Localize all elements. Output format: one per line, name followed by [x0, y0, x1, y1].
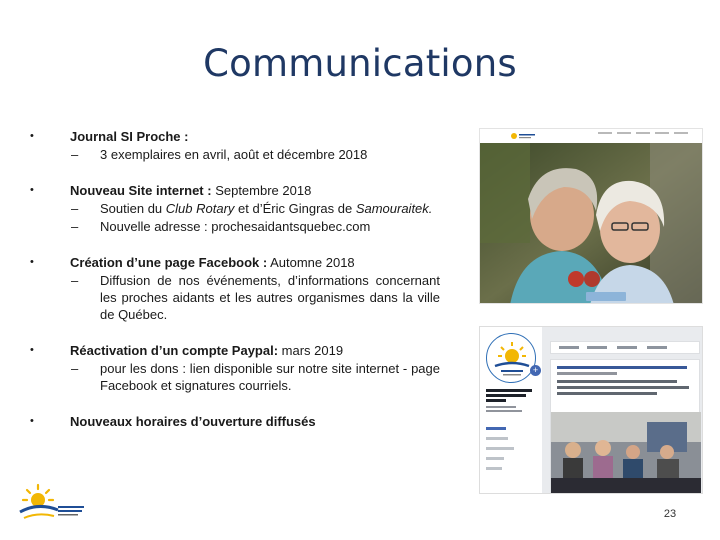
bullet-dot: • — [30, 256, 34, 268]
facebook-menu-item — [486, 457, 504, 460]
facebook-menu-item — [486, 437, 508, 440]
facebook-sidebar — [480, 327, 542, 494]
bullet-heading: Nouveau Site internet : — [70, 183, 212, 198]
sub-item-text: Soutien du — [100, 201, 166, 216]
bullet-hours — [30, 413, 440, 430]
sub-item-text: 3 exemplaires en avril, août et décembre 2018 — [100, 147, 368, 162]
sub-item-text: Diffusion de nos événements, d’informations concernant les proches aidants et les autres organismes dans la ville de Québec. — [100, 273, 440, 322]
website-cta-button — [586, 292, 626, 301]
page-number: 23 — [663, 508, 677, 520]
website-menu — [598, 132, 688, 134]
bullet-paypal — [30, 342, 440, 394]
bullet-heading: Nouveaux horaires d’ouverture diffusés — [70, 414, 316, 429]
bullet-dot: • — [30, 130, 34, 142]
bullet-dot: • — [30, 344, 34, 356]
slide-title: Communications — [203, 42, 517, 85]
bullet-website — [30, 182, 440, 235]
bullet-heading: Journal SI Proche : — [70, 129, 189, 144]
dash: – — [71, 201, 79, 216]
facebook-action-bar — [550, 341, 700, 354]
bullet-heading: Réactivation d’un compte Paypal: — [70, 343, 279, 358]
dash: – — [71, 147, 79, 162]
website-logo-icon — [508, 131, 538, 140]
company-name: Samouraitek. — [355, 201, 433, 216]
organization-logo-icon — [18, 482, 88, 526]
dash: – — [71, 273, 79, 288]
sub-item — [70, 360, 440, 394]
dash: – — [71, 361, 79, 376]
sub-item — [70, 218, 440, 235]
facebook-main — [546, 327, 703, 494]
sub-item-text: et d’Éric Gingras de — [234, 201, 356, 216]
facebook-menu-item — [486, 427, 506, 430]
sponsor-name: Club Rotary — [165, 201, 235, 216]
bullet-list — [30, 128, 440, 449]
facebook-screenshot — [479, 326, 703, 494]
website-hero-photo — [480, 143, 703, 304]
website-nav-bar — [480, 129, 703, 143]
bullet-heading: Création d’une page Facebook : — [70, 255, 268, 270]
bullet-dot: • — [30, 415, 34, 427]
add-icon: + — [530, 365, 541, 376]
sun-logo-icon — [487, 334, 536, 383]
dash: – — [71, 219, 79, 234]
facebook-profile-avatar — [486, 333, 536, 383]
bullet-detail: Septembre 2018 — [211, 183, 312, 198]
bullet-journal — [30, 128, 440, 163]
facebook-menu-item — [486, 447, 514, 450]
facebook-event-photo — [551, 412, 701, 494]
bullet-detail: Automne 2018 — [267, 255, 355, 270]
sub-item-text: pour les dons : lien disponible sur notre site internet - page Facebook et signatures courriels. — [100, 361, 440, 393]
facebook-page-name — [486, 389, 540, 419]
facebook-post — [550, 359, 700, 493]
sub-item — [70, 200, 440, 217]
bullet-facebook — [30, 254, 440, 323]
sub-item-text: Nouvelle adresse : prochesaidantsquebec.com — [100, 219, 371, 234]
facebook-menu-item — [486, 467, 502, 470]
website-screenshot — [479, 128, 703, 304]
sub-item — [70, 272, 440, 323]
bullet-detail: mars 2019 — [278, 343, 344, 358]
bullet-dot: • — [30, 184, 34, 196]
sub-item — [70, 146, 440, 163]
